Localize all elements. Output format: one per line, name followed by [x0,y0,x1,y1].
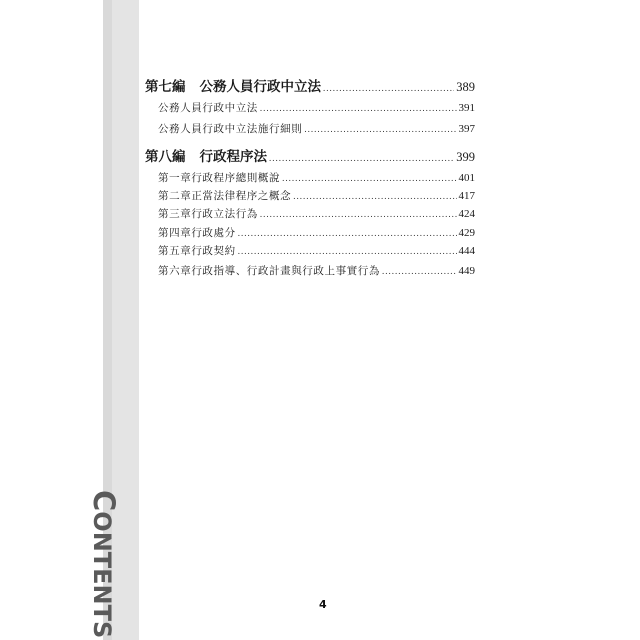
dot-leader [323,83,454,93]
page-ref: 444 [458,245,475,257]
dot-leader [382,266,456,276]
toc-chapter[interactable] [158,243,475,258]
chapter-label: 第三章 [158,208,192,220]
entry-title: 行政處分 [191,227,236,239]
toc-part-7[interactable] [145,75,475,95]
chapter-label: 第二章 [158,190,192,202]
dot-leader [293,191,456,201]
contents-initial: C [87,490,121,512]
toc-chapter[interactable] [158,263,475,278]
toc-part-8[interactable] [145,145,475,165]
toc-entry[interactable] [158,121,475,136]
page-ref: 449 [458,265,475,277]
page-ref: 397 [458,123,475,135]
part-label: 第八編 [145,149,186,165]
toc-chapter[interactable] [158,206,475,221]
dot-leader [269,153,454,163]
entry-title: 行政立法行為 [191,208,258,220]
part-label: 第七編 [145,79,186,95]
entry-title: 公務人員行政中立法施行細則 [158,123,303,135]
toc-chapter[interactable] [158,170,475,185]
page-ref: 401 [458,172,475,184]
page-ref: 399 [456,150,475,164]
toc-chapter[interactable] [158,188,475,203]
dot-leader [238,246,457,256]
page-ref: 429 [458,227,475,239]
entry-title: 行政指導、行政計畫與行政上事實行為 [191,265,381,277]
dot-leader [282,173,456,183]
entry-title: 公務人員行政中立法 [158,102,258,114]
dot-leader [260,209,457,219]
page-number: 4 [319,598,327,611]
chapter-label: 第六章 [158,265,192,277]
chapter-label: 第一章 [158,172,192,184]
entry-title: 正當法律程序之概念 [191,190,292,202]
page-ref: 391 [458,102,475,114]
page-ref: 417 [458,190,475,202]
toc-chapter[interactable] [158,225,475,240]
dot-leader [260,103,457,113]
chapter-label: 第四章 [158,227,192,239]
dot-leader [304,124,456,134]
page-ref: 389 [456,80,475,94]
part-title: 行政程序法 [199,149,267,165]
toc-entry[interactable] [158,100,475,115]
contents-rest: ONTENTS [88,511,116,639]
entry-title: 行政程序總則概說 [191,172,281,184]
page-ref: 424 [458,208,475,220]
dot-leader [238,228,457,238]
chapter-label: 第五章 [158,245,192,257]
part-title: 公務人員行政中立法 [199,79,321,95]
entry-title: 行政契約 [191,245,236,257]
